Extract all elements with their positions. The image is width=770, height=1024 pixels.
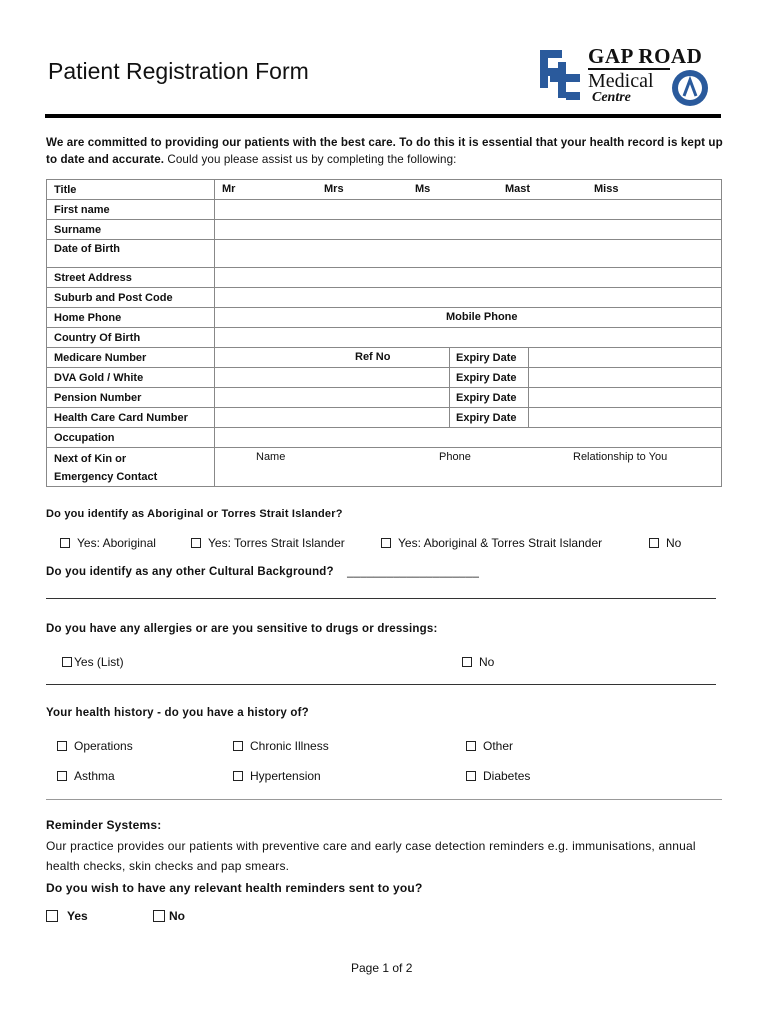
logo-line-3: Centre bbox=[592, 90, 631, 105]
surname-field[interactable] bbox=[215, 220, 722, 240]
reminders-no-label: No bbox=[169, 909, 185, 923]
aboriginal-option-3-label: Yes: Aboriginal & Torres Strait Islander bbox=[398, 536, 603, 550]
history-question: Your health history - do you have a history of? bbox=[46, 707, 309, 719]
checkbox[interactable] bbox=[57, 771, 67, 781]
nok-label bbox=[47, 448, 215, 487]
checkbox[interactable] bbox=[191, 538, 201, 548]
allergies-question: Do you have any allergies or are you sensitive to drugs or dressings: bbox=[46, 623, 438, 635]
reminders-no[interactable] bbox=[153, 909, 185, 923]
checkbox[interactable] bbox=[649, 538, 659, 548]
reminders-text-2: health checks, skin checks and pap smears. bbox=[46, 859, 290, 873]
surname-label: Surname bbox=[47, 220, 215, 240]
allergies-yes[interactable] bbox=[62, 655, 124, 669]
title-options-cell[interactable] bbox=[215, 180, 722, 200]
title-option-mrs[interactable]: Mrs bbox=[324, 183, 344, 195]
aboriginal-option-1[interactable] bbox=[60, 536, 156, 550]
checkbox[interactable] bbox=[60, 538, 70, 548]
medicare-expiry-field[interactable] bbox=[529, 348, 721, 367]
history-divider bbox=[46, 799, 722, 800]
hcc-label: Health Care Card Number bbox=[47, 408, 215, 428]
dva-expiry-label: Expiry Date bbox=[449, 368, 529, 387]
reminders-text-1: Our practice provides our patients with preventive care and early case detection reminders e.g. immunisations, annual bbox=[46, 839, 696, 853]
title-option-miss[interactable]: Miss bbox=[594, 183, 619, 195]
aboriginal-option-2-label: Yes: Torres Strait Islander bbox=[208, 536, 345, 550]
aboriginal-option-no[interactable] bbox=[649, 536, 681, 550]
title-option-mast[interactable]: Mast bbox=[505, 183, 531, 195]
aboriginal-option-no-label: No bbox=[666, 536, 682, 550]
reminders-yes-label: Yes bbox=[67, 909, 88, 923]
allergies-no-label: No bbox=[479, 655, 495, 669]
medicare-expiry-label: Expiry Date bbox=[449, 348, 529, 367]
dva-row[interactable] bbox=[215, 368, 722, 388]
history-diabetes-label: Diabetes bbox=[483, 769, 531, 783]
intro-normal: Could you please assist us by completing the following: bbox=[164, 153, 457, 166]
checkbox[interactable] bbox=[233, 771, 243, 781]
suburb-label: Suburb and Post Code bbox=[47, 288, 215, 308]
dob-label: Date of Birth bbox=[47, 240, 215, 268]
first-name-label: First name bbox=[47, 200, 215, 220]
medicare-row[interactable] bbox=[215, 348, 722, 368]
aboriginal-option-3[interactable] bbox=[381, 536, 602, 550]
registration-table bbox=[46, 179, 722, 487]
cultural-answer-line[interactable] bbox=[46, 598, 716, 599]
country-field[interactable] bbox=[215, 328, 722, 348]
history-asthma[interactable] bbox=[57, 769, 115, 783]
history-diabetes[interactable] bbox=[466, 769, 530, 783]
title-option-mr[interactable]: Mr bbox=[222, 183, 236, 195]
nok-label-line-1: Next of Kin or bbox=[54, 453, 127, 465]
history-hypertension[interactable] bbox=[233, 769, 321, 783]
first-name-field[interactable] bbox=[215, 200, 722, 220]
pension-label: Pension Number bbox=[47, 388, 215, 408]
pension-row[interactable] bbox=[215, 388, 722, 408]
history-other[interactable] bbox=[466, 739, 513, 753]
history-operations[interactable] bbox=[57, 739, 133, 753]
medicare-label: Medicare Number bbox=[47, 348, 215, 368]
dob-field[interactable] bbox=[215, 240, 722, 268]
header-rule bbox=[45, 114, 721, 118]
checkbox[interactable] bbox=[466, 741, 476, 751]
page-title: Patient Registration Form bbox=[48, 58, 309, 84]
logo-line-1: GAP ROAD bbox=[588, 44, 703, 68]
title-option-ms[interactable]: Ms bbox=[415, 183, 431, 195]
checkbox[interactable] bbox=[381, 538, 391, 548]
ref-no-label: Ref No bbox=[355, 351, 391, 363]
nok-label-line-2: Emergency Contact bbox=[54, 471, 158, 483]
cultural-question bbox=[46, 566, 479, 578]
aboriginal-question: Do you identify as Aboriginal or Torres Strait Islander? bbox=[46, 508, 343, 520]
country-label: Country Of Birth bbox=[47, 328, 215, 348]
nok-row[interactable] bbox=[215, 448, 722, 487]
title-label: Title bbox=[47, 180, 215, 200]
reminders-question: Do you wish to have any relevant health reminders sent to you? bbox=[46, 881, 423, 895]
checkbox[interactable] bbox=[153, 910, 165, 922]
cultural-blank[interactable]: ____________________ bbox=[347, 566, 480, 578]
logo-line-2: Medical bbox=[588, 70, 654, 92]
history-chronic-illness-label: Chronic Illness bbox=[250, 739, 329, 753]
pension-expiry-label: Expiry Date bbox=[449, 388, 529, 407]
aboriginal-option-1-label: Yes: Aboriginal bbox=[77, 536, 156, 550]
history-hypertension-label: Hypertension bbox=[250, 769, 321, 783]
clinic-logo bbox=[536, 44, 716, 110]
hcc-row[interactable] bbox=[215, 408, 722, 428]
dva-label: DVA Gold / White bbox=[47, 368, 215, 388]
street-field[interactable] bbox=[215, 268, 722, 288]
history-other-label: Other bbox=[483, 739, 514, 753]
reminders-heading: Reminder Systems: bbox=[46, 818, 162, 832]
checkbox[interactable] bbox=[462, 657, 472, 667]
occupation-label: Occupation bbox=[47, 428, 215, 448]
reminders-yes[interactable] bbox=[46, 909, 88, 923]
history-asthma-label: Asthma bbox=[74, 769, 115, 783]
page-number: Page 1 of 2 bbox=[351, 961, 413, 975]
checkbox[interactable] bbox=[466, 771, 476, 781]
intro-bold: We are committed to providing our patients with the best care. To do this it is essential that your health record is kept up to date and accurate. bbox=[46, 136, 723, 166]
checkbox[interactable] bbox=[57, 741, 67, 751]
home-phone-label: Home Phone bbox=[47, 308, 215, 328]
nok-phone-label: Phone bbox=[439, 451, 471, 463]
checkbox[interactable] bbox=[46, 910, 58, 922]
history-operations-label: Operations bbox=[74, 739, 133, 753]
intro-text bbox=[46, 134, 726, 168]
checkbox[interactable] bbox=[62, 657, 72, 667]
suburb-field[interactable] bbox=[215, 288, 722, 308]
checkbox[interactable] bbox=[233, 741, 243, 751]
nok-name-label: Name bbox=[256, 451, 286, 463]
allergies-answer-line[interactable] bbox=[46, 684, 716, 685]
cultural-question-text: Do you identify as any other Cultural Background? bbox=[46, 566, 334, 578]
nok-relationship-label: Relationship to You bbox=[573, 451, 668, 463]
aboriginal-option-2[interactable] bbox=[191, 536, 345, 550]
street-label: Street Address bbox=[47, 268, 215, 288]
allergies-no[interactable] bbox=[462, 655, 494, 669]
history-chronic-illness[interactable] bbox=[233, 739, 329, 753]
hcc-expiry-label: Expiry Date bbox=[449, 408, 529, 427]
allergies-yes-label: Yes (List) bbox=[74, 655, 124, 669]
phone-row[interactable] bbox=[215, 308, 722, 328]
occupation-field[interactable] bbox=[215, 428, 722, 448]
mobile-phone-label: Mobile Phone bbox=[446, 311, 518, 323]
